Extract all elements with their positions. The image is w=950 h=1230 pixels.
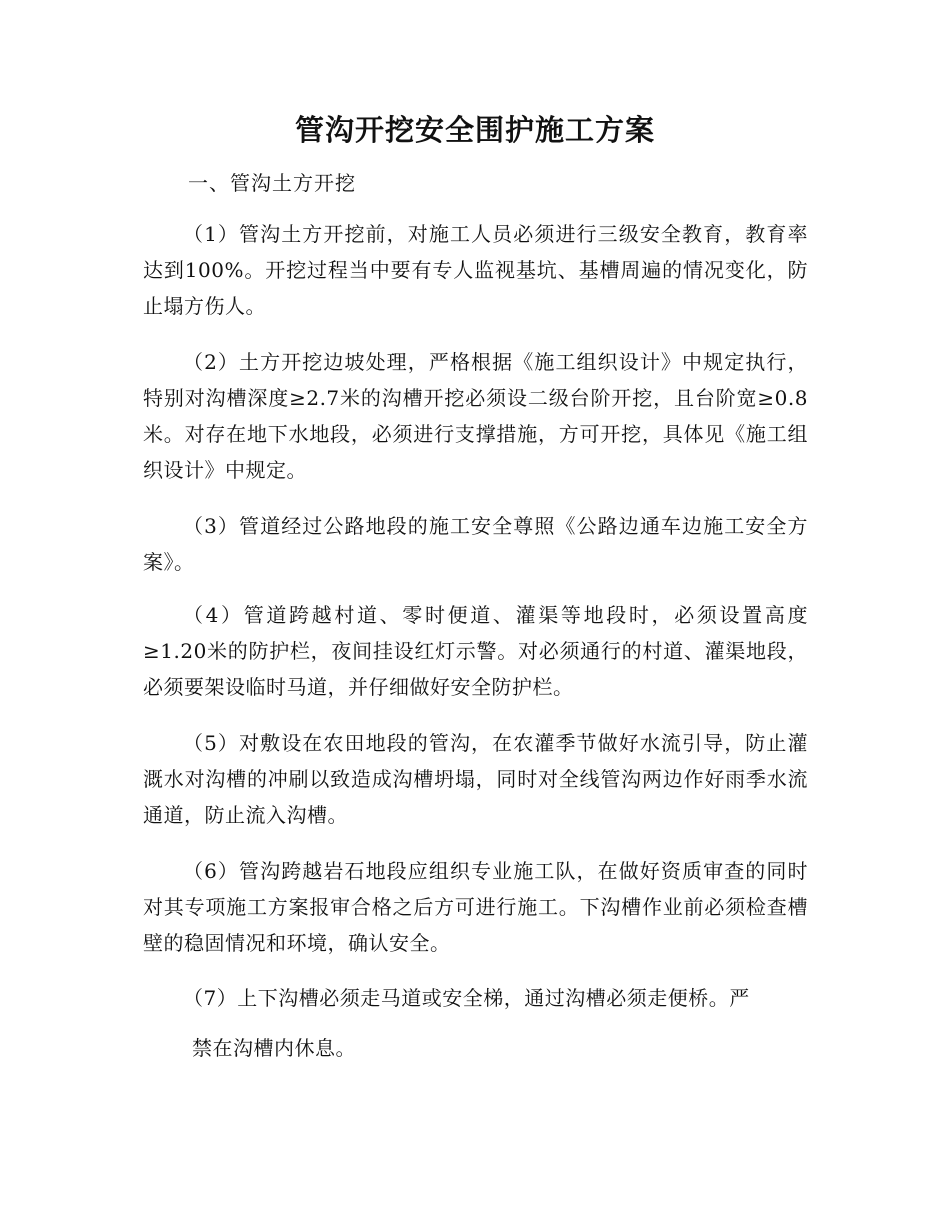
- paragraph-1: （1）管沟土方开挖前，对施工人员必须进行三级安全教育，教育率达到100%。开挖过程当中要有专人监视基坑、基槽周遍的情况变化，防止塌方伤人。: [143, 222, 808, 318]
- paragraph-3: （3）管道经过公路地段的施工安全尊照《公路边通车边施工安全方案》。: [143, 514, 808, 574]
- paragraph-5: （5）对敷设在农田地段的管沟，在农灌季节做好水流引导，防止灌溉水对沟槽的冲刷以致造成沟槽坍塌，同时对全线管沟两边作好雨季水流通道，防止流入沟槽。: [143, 731, 808, 827]
- paragraph-6: （6）管沟跨越岩石地段应组织专业施工队，在做好资质审查的同时对其专项施工方案报审合格之后方可进行施工。下沟槽作业前必须检查槽壁的稳固情况和环境，确认安全。: [143, 859, 808, 955]
- section-heading: 一、管沟土方开挖: [188, 171, 356, 195]
- paragraph-4: （4）管道跨越村道、零时便道、灌渠等地段时，必须设置高度≥1.20米的防护栏，夜间挂设红灯示警。对必须通行的村道、灌渠地段，必须要架设临时马道，并仔细做好安全防护栏。: [143, 603, 808, 699]
- paragraph-7: （7）上下沟槽必须走马道或安全梯，通过沟槽必须走便桥。严: [183, 986, 750, 1010]
- paragraph-2: （2）土方开挖边坡处理，严格根据《施工组织设计》中规定执行，特别对沟槽深度≥2.7米的沟槽开挖必须设二级台阶开挖，且台阶宽≥0.8米。对存在地下水地段，必须进行支撑措施，方可开挖，具体见《施工组织设计》中规定。: [143, 350, 808, 482]
- paragraph-7-continuation: 禁在沟槽内休息。: [192, 1036, 356, 1060]
- document-title: 管沟开挖安全围护施工方案: [294, 113, 655, 147]
